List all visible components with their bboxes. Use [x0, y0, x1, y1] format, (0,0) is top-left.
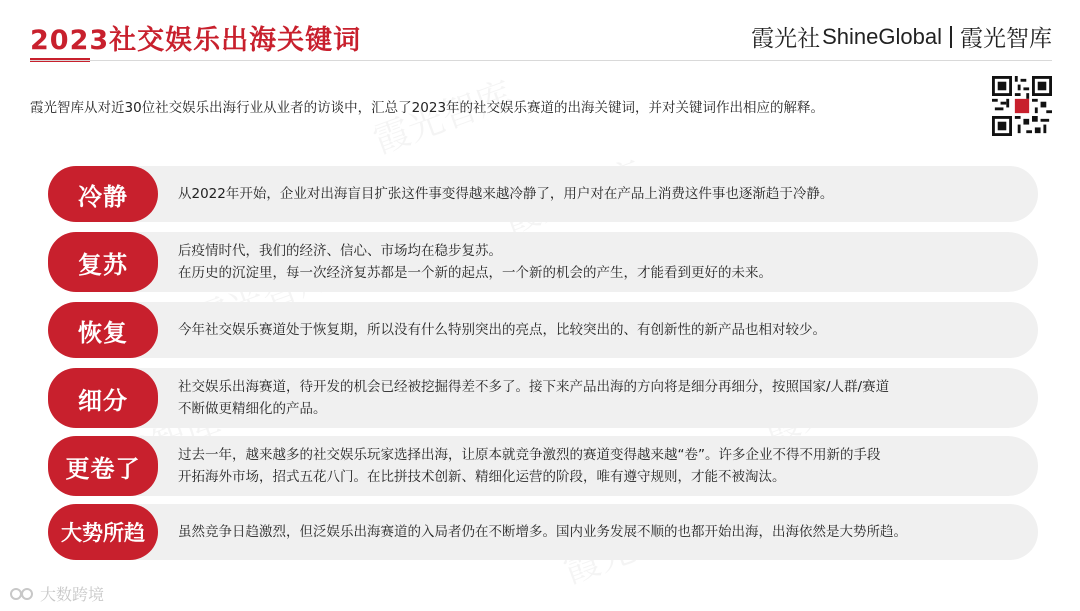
keyword-row [48, 166, 1038, 222]
keyword-description [178, 166, 998, 222]
description-line: 虽然竞争日趋激烈，但泛娱乐出海赛道的入局者仍在不断增多。国内业务发展不顺的也都开始出海，出海依然是大势所趋。 [178, 524, 907, 540]
keyword-row [48, 504, 1038, 560]
header-divider [30, 60, 1052, 61]
brand-name-cn: 霞光社 [751, 26, 821, 52]
brand-separator [950, 26, 952, 48]
keyword-row [48, 302, 1038, 358]
keyword-row [48, 232, 1038, 292]
keyword-badge: 细分 [48, 368, 158, 428]
keyword-badge: 更卷了 [48, 436, 158, 496]
description-line: 过去一年，越来越多的社交娱乐玩家选择出海，让原本就竞争激烈的赛道变得越来越“卷”。许多企业不得不用新的手段 [178, 447, 881, 463]
page-title: 2023社交娱乐出海关键词 [30, 25, 362, 56]
keyword-badge: 大势所趋 [48, 504, 158, 560]
brand-name-cn-2: 霞光智库 [960, 26, 1052, 52]
description-line: 在历史的沉淀里，每一次经济复苏都是一个新的起点，一个新的机会的产生，才能看到更好的未来。 [178, 265, 772, 281]
description-line: 开拓海外市场，招式五花八门。在比拼技术创新、精细化运营的阶段，唯有遵守规则，才能不被淘汰。 [178, 469, 786, 485]
keyword-description [178, 232, 998, 292]
keyword-description [178, 368, 998, 428]
description-line: 后疫情时代，我们的经济、信心、市场均在稳步复苏。 [178, 243, 502, 259]
description-line: 今年社交娱乐赛道处于恢复期，所以没有什么特别突出的亮点，比较突出的、有创新性的新产品也相对较少。 [178, 322, 826, 338]
qr-code-icon [992, 76, 1052, 136]
description-line: 不断做更精细化的产品。 [178, 401, 327, 417]
watermark-text: 大数跨境 [40, 585, 105, 604]
keyword-badge: 复苏 [48, 232, 158, 292]
intro-text: 霞光智库从对近30位社交娱乐出海行业从业者的访谈中，汇总了2023年的社交娱乐赛道的出海关键词，并对关键词作出相应的解释。 [30, 100, 825, 116]
keyword-description [178, 436, 998, 496]
description-line: 从2022年开始，企业对出海盲目扩张这件事变得越来越冷静了，用户对在产品上消费这件事也逐渐趋于冷静。 [178, 186, 834, 202]
keyword-row [48, 436, 1038, 496]
keyword-description [178, 302, 998, 358]
keyword-description [178, 504, 998, 560]
keyword-badge: 冷静 [48, 166, 158, 222]
brand-logo [751, 20, 1052, 53]
keyword-badge: 恢复 [48, 302, 158, 358]
description-line: 社交娱乐出海赛道，待开发的机会已经被挖掘得差不多了。接下来产品出海的方向将是细分再细分，按照国家/人群/赛道 [178, 379, 890, 395]
watermark-logo-icon [10, 585, 34, 603]
brand-name-en: ShineGlobal [822, 23, 942, 49]
footer-watermark [10, 582, 104, 605]
keyword-row [48, 368, 1038, 428]
